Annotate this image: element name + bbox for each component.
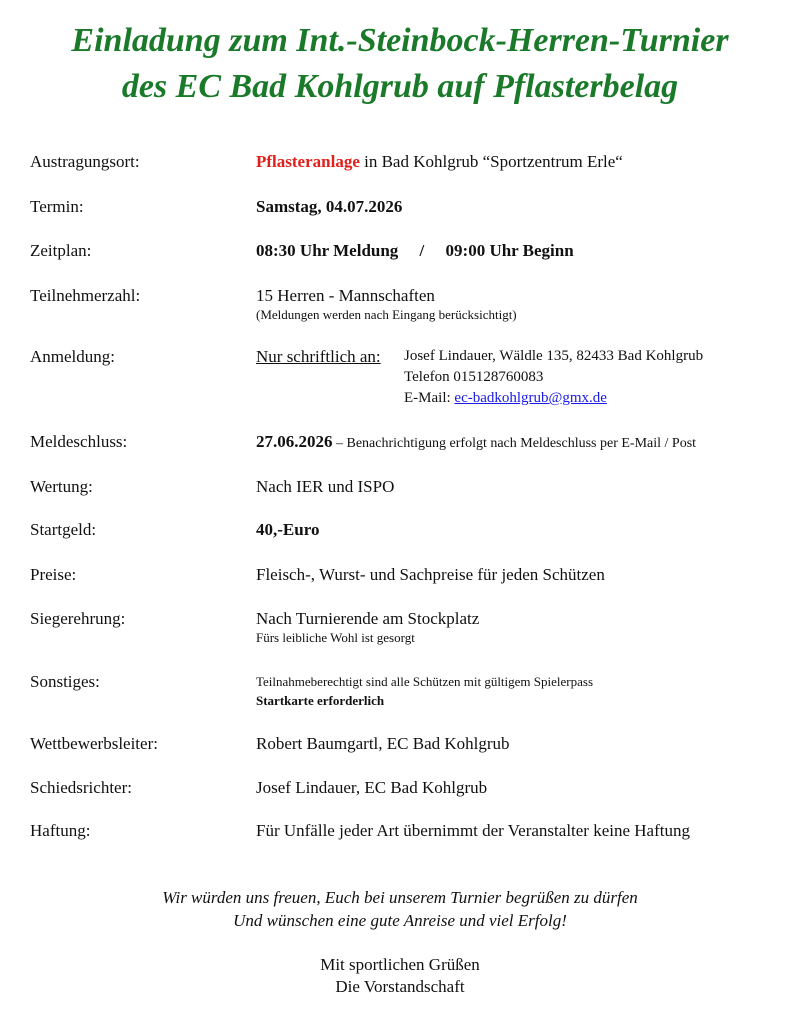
venue-rest: in Bad Kohlgrub “Sportzentrum Erle“ [359,152,623,171]
label-zeitplan: Zeitplan: [30,241,92,260]
label-teilnehmerzahl: Teilnehmerzahl: [30,286,141,305]
contact-email-line [404,388,703,409]
value-preise: Fleisch-, Wurst- und Sachpreise für jeden Schützen [256,565,605,584]
contact-phone: Telefon 015128760083 [404,369,544,385]
page-title-line1: Einladung zum Int.-Steinbock-Herren-Turnier [71,22,729,59]
label-preise: Preise: [30,565,77,584]
value-siegerehrung: Nach Turnierende am Stockplatz [256,609,480,628]
label-startgeld: Startgeld: [30,520,97,539]
value-startgeld: 40,-Euro [256,520,320,539]
label-sonstiges: Sonstiges: [30,672,100,691]
label-anmeldung: Anmeldung: [30,347,115,366]
label-meldeschluss: Meldeschluss: [30,432,128,451]
contact-name-address: Josef Lindauer, Wäldle 135, 82433 Bad Kohlgrub [404,348,704,364]
value-sonstiges-line2: Startkarte erforderlich [256,693,385,708]
label-austragungsort: Austragungsort: [30,152,140,171]
label-wertung: Wertung: [30,477,93,496]
page-title-line2: des EC Bad Kohlgrub auf Pflasterbelag [121,68,679,105]
closing-wish-line1: Wir würden uns freuen, Euch bei unserem Turnier begrüßen zu dürfen [162,888,638,907]
value-wertung: Nach IER und ISPO [256,477,395,496]
value-sonstiges-line1: Teilnahmeberechtigt sind alle Schützen mit gültigem Spielerpass [256,674,594,689]
value-termin: Samstag, 04.07.2026 [256,197,403,216]
note-teilnehmerzahl: (Meldungen werden nach Eingang berücksichtigt) [256,307,517,322]
closing-signature: Die Vorstandschaft [335,977,465,996]
contact-email-label: E-Mail: [404,390,455,406]
venue-highlight: Pflasteranlage [256,152,360,171]
value-anmeldung-mode: Nur schriftlich an: [256,347,381,366]
anmeldung-contact [404,346,703,409]
value-teilnehmerzahl: 15 Herren - Mannschaften [256,286,435,305]
note-siegerehrung: Fürs leibliche Wohl ist gesorgt [256,630,415,645]
value-schiedsrichter: Josef Lindauer, EC Bad Kohlgrub [256,778,488,797]
label-siegerehrung: Siegerehrung: [30,609,126,628]
meldeschluss-note: – Benachrichtigung erfolgt nach Meldeschluss per E-Mail / Post [332,436,697,451]
value-austragungsort [256,151,623,173]
label-haftung: Haftung: [30,821,91,840]
value-zeitplan: 08:30 Uhr Meldung / 09:00 Uhr Beginn [256,241,574,260]
closing-greeting: Mit sportlichen Grüßen [320,955,480,974]
value-meldeschluss [256,431,696,455]
value-wettbewerbsleiter: Robert Baumgartl, EC Bad Kohlgrub [256,734,510,753]
closing-wish-line2: Und wünschen eine gute Anreise und viel Erfolg! [233,911,567,930]
label-wettbewerbsleiter: Wettbewerbsleiter: [30,734,158,753]
label-schiedsrichter: Schiedsrichter: [30,778,132,797]
meldeschluss-date: 27.06.2026 [256,432,333,451]
label-termin: Termin: [30,197,84,216]
value-haftung: Für Unfälle jeder Art übernimmt der Veranstalter keine Haftung [256,821,690,840]
email-link[interactable]: ec-badkohlgrub@gmx.de [454,390,607,406]
